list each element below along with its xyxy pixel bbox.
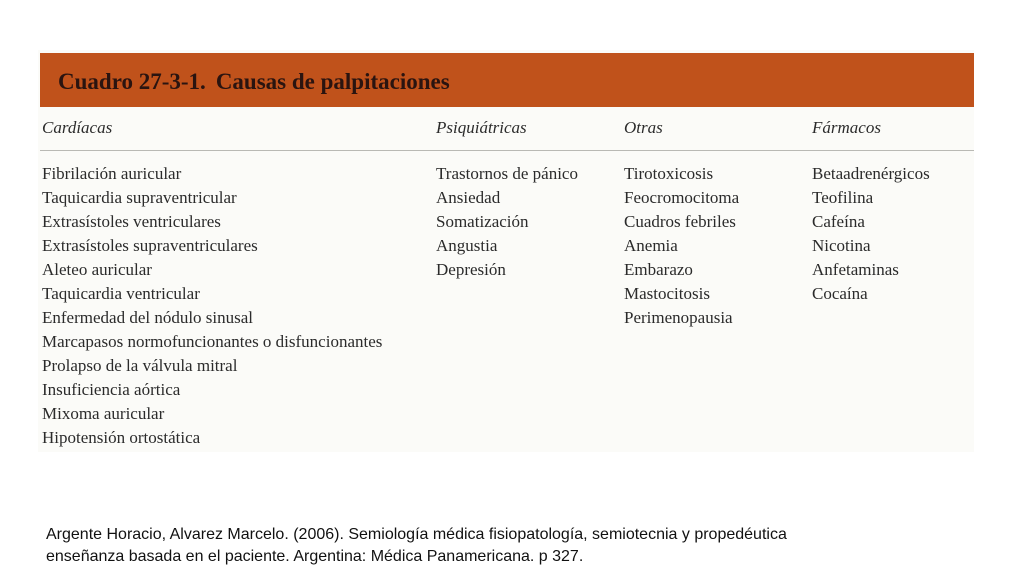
list-farmacos [812,162,930,306]
citation-line-2: enseñanza basada en el paciente. Argentina: Médica Panamericana. p 327. [46,548,584,565]
list-item: Extrasístoles ventriculares [42,212,221,231]
list-otras [624,162,739,330]
column-heading-psiquiatricas: Psiquiátricas [436,118,527,137]
list-item: Perimenopausia [624,308,733,327]
citation-line-1: Argente Horacio, Alvarez Marcelo. (2006). Semiología médica fisiopatología, semiotecnia y propedéutica [46,526,787,543]
list-item: Enfermedad del nódulo sinusal [42,308,254,327]
list-item: Angustia [436,236,498,255]
list-item: Marcapasos normofuncionantes o disfuncionantes [42,332,383,351]
list-item: Cuadros febriles [624,212,736,231]
list-item: Ansiedad [436,188,501,207]
list-psiquiatricas [436,162,578,282]
list-item: Mixoma auricular [42,404,165,423]
citation [46,524,946,568]
list-item: Anfetaminas [812,260,899,279]
list-item: Teofilina [812,188,874,207]
list-item: Fibrilación auricular [42,164,182,183]
list-item: Feocromocitoma [624,188,740,207]
column-heading-otras: Otras [624,118,663,137]
list-item: Taquicardia ventricular [42,284,200,303]
list-item: Taquicardia supraventricular [42,188,237,207]
list-item: Extrasístoles supraventriculares [42,236,258,255]
list-item: Hipotensión ortostática [42,428,201,447]
header-divider [40,150,974,151]
table-title [58,67,450,97]
list-cardiacas [42,162,382,450]
list-item: Mastocitosis [624,284,710,303]
list-item: Cafeína [812,212,865,231]
list-item: Prolapso de la válvula mitral [42,356,238,375]
table-number: Cuadro 27-3-1. [58,69,206,94]
list-item: Aleteo auricular [42,260,152,279]
list-item: Embarazo [624,260,693,279]
list-item: Betaadrenérgicos [812,164,930,183]
list-item: Somatización [436,212,529,231]
column-heading-farmacos: Fármacos [812,118,881,137]
list-item: Cocaína [812,284,868,303]
list-item: Anemia [624,236,678,255]
list-item: Trastornos de pánico [436,164,578,183]
table-title-text: Causas de palpitaciones [215,69,450,94]
list-item: Depresión [436,260,506,279]
list-item: Insuficiencia aórtica [42,380,181,399]
column-heading-cardiacas: Cardíacas [42,118,113,137]
list-item: Tirotoxicosis [624,164,714,183]
list-item: Nicotina [812,236,871,255]
